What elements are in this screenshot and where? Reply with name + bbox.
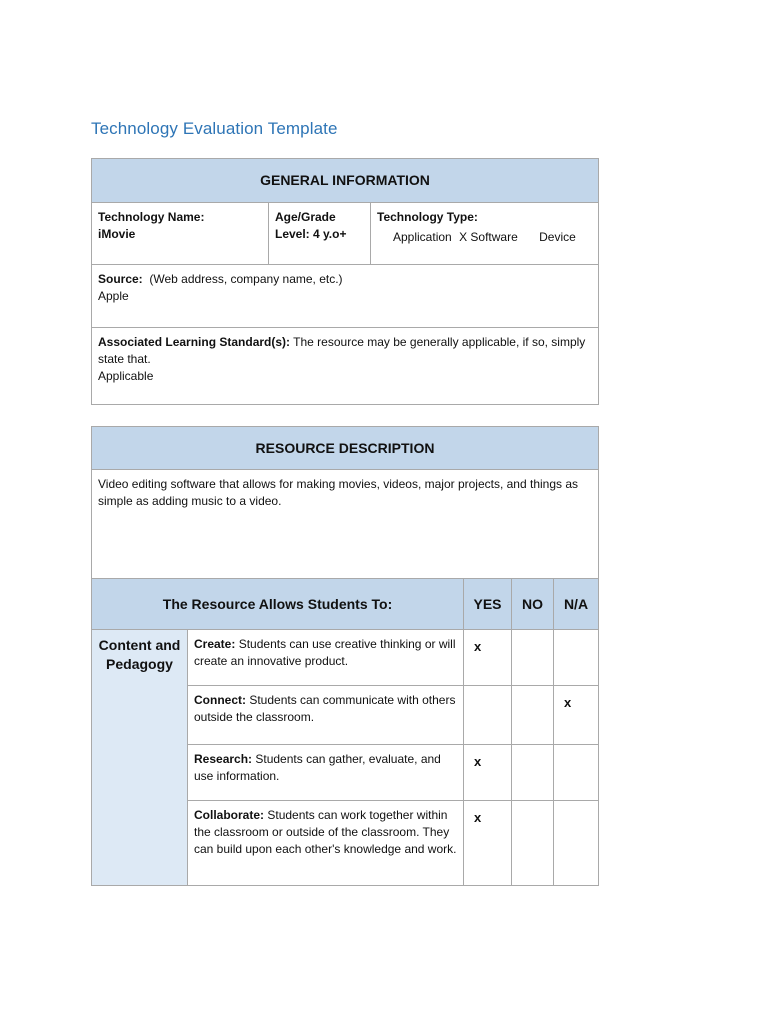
- criterion-label: Connect:: [194, 693, 246, 707]
- create-no-mark: [512, 630, 554, 686]
- age-grade-value: Level: 4 y.o+: [275, 227, 347, 241]
- technology-type-options: [377, 229, 592, 246]
- technology-type-cell: [371, 203, 599, 265]
- source-value: Apple: [98, 289, 129, 303]
- technology-name-cell: [92, 203, 269, 265]
- column-na-header: N/A: [554, 579, 599, 630]
- criterion-text: Students can work together within the classroom or outside of the classroom. They can build upon each other's knowledge and work.: [194, 808, 457, 856]
- option-device: Device: [539, 230, 576, 244]
- resource-description-text: Video editing software that allows for making movies, videos, major projects, and things as simple as adding music to a video.: [92, 470, 599, 579]
- connect-no-mark: [512, 686, 554, 745]
- option-application: Application: [393, 230, 452, 244]
- connect-na-mark: x: [554, 686, 599, 745]
- column-no-header: NO: [512, 579, 554, 630]
- connect-yes-mark: [464, 686, 512, 745]
- resource-description-header: RESOURCE DESCRIPTION: [92, 427, 599, 470]
- standards-value: Applicable: [98, 369, 154, 383]
- technology-name-label: Technology Name:: [98, 210, 205, 224]
- criterion-label: Create:: [194, 637, 236, 651]
- criterion-connect: [188, 686, 464, 745]
- criterion-text: Students can use creative thinking or will create an innovative product.: [194, 637, 456, 668]
- age-grade-label: Age/Grade: [275, 210, 336, 224]
- research-yes-mark: x: [464, 745, 512, 801]
- standards-hint: The resource may be generally applicable, if so, simply state that.: [98, 335, 586, 366]
- criterion-collaborate: [188, 801, 464, 886]
- criterion-text: Students can communicate with others outside the classroom.: [194, 693, 456, 724]
- general-information-table: [91, 158, 599, 405]
- research-na-mark: [554, 745, 599, 801]
- source-cell: [92, 265, 599, 328]
- criterion-text: Students can gather, evaluate, and use information.: [194, 752, 441, 783]
- source-label: Source:: [98, 272, 143, 286]
- criterion-label: Collaborate:: [194, 808, 265, 822]
- resource-description-table: [91, 426, 599, 886]
- category-content-pedagogy: Content and Pedagogy: [92, 630, 188, 886]
- research-no-mark: [512, 745, 554, 801]
- criterion-research: [188, 745, 464, 801]
- standards-cell: [92, 328, 599, 405]
- standards-label: Associated Learning Standard(s):: [98, 335, 291, 349]
- criterion-label: Research:: [194, 752, 253, 766]
- collaborate-na-mark: [554, 801, 599, 886]
- general-information-header: GENERAL INFORMATION: [92, 159, 599, 203]
- create-yes-mark: x: [464, 630, 512, 686]
- page-title: Technology Evaluation Template: [91, 119, 338, 138]
- create-na-mark: [554, 630, 599, 686]
- option-software: X Software: [459, 230, 518, 244]
- criterion-create: [188, 630, 464, 686]
- source-hint: (Web address, company name, etc.): [149, 272, 343, 286]
- technology-type-label: Technology Type:: [377, 210, 478, 224]
- collaborate-no-mark: [512, 801, 554, 886]
- column-yes-header: YES: [464, 579, 512, 630]
- collaborate-yes-mark: x: [464, 801, 512, 886]
- technology-name-value: iMovie: [98, 227, 136, 241]
- allows-students-header: The Resource Allows Students To:: [92, 579, 464, 630]
- age-grade-cell: [269, 203, 371, 265]
